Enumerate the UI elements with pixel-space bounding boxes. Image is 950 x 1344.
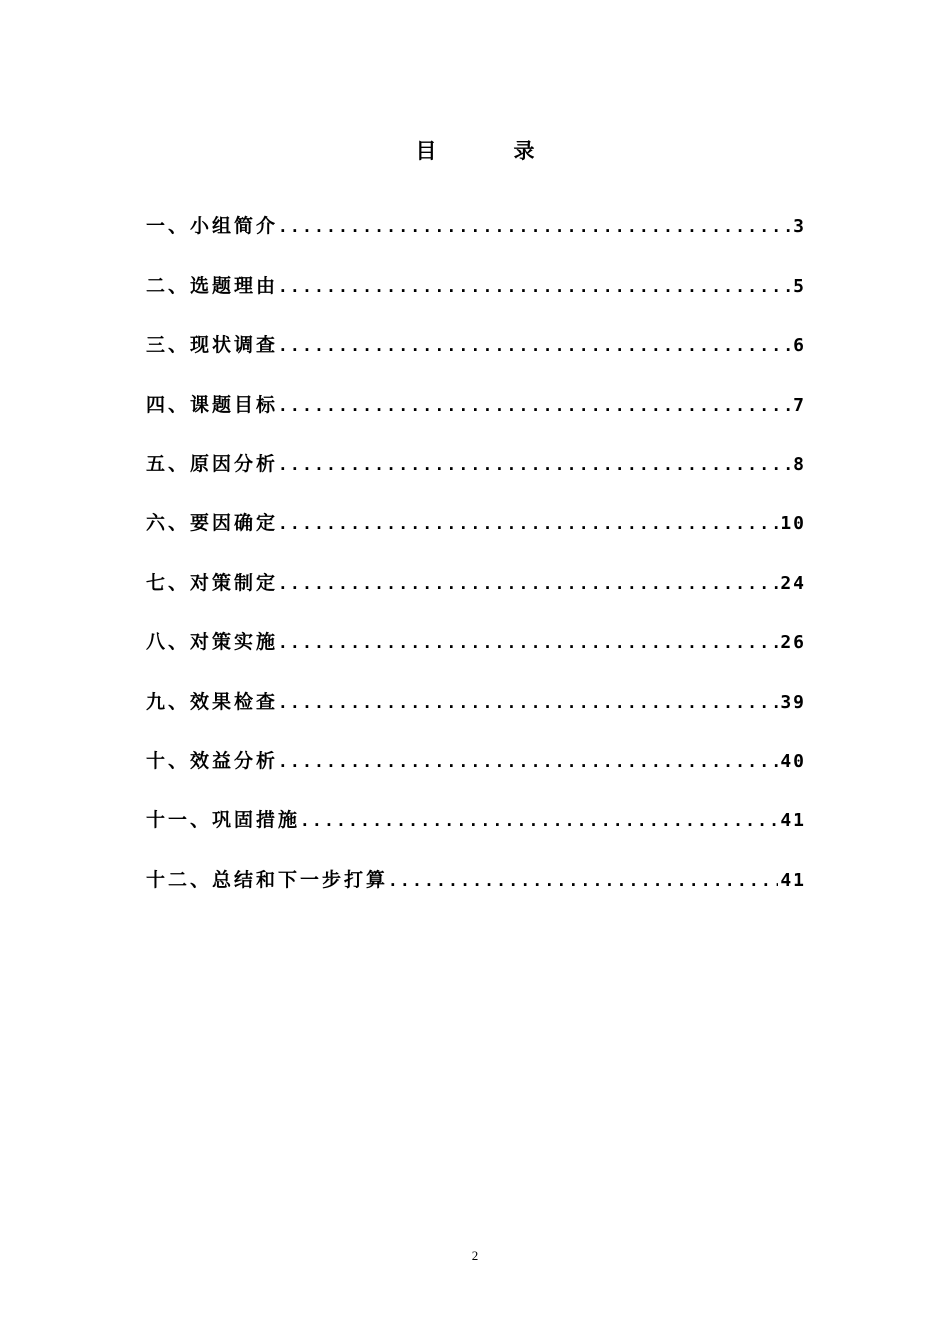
toc-entry-label: 九、效果检查	[146, 690, 279, 713]
toc-entry-page: 7	[793, 394, 806, 416]
toc-entry[interactable]	[146, 375, 806, 434]
toc-dot-leader	[278, 569, 778, 599]
toc-entry[interactable]	[146, 494, 806, 553]
toc-entry-label: 二、选题理由	[146, 274, 279, 297]
toc-entry[interactable]	[146, 850, 806, 909]
toc-entry[interactable]	[146, 256, 806, 315]
toc-dot-leader	[278, 747, 778, 777]
toc-dot-leader	[278, 212, 791, 242]
toc-entry[interactable]	[146, 613, 806, 672]
toc-entry-label: 五、原因分析	[146, 452, 279, 475]
toc-title: 目 录	[415, 139, 563, 163]
toc-entry-label: 六、要因确定	[146, 512, 279, 535]
toc-entry-page: 40	[780, 750, 806, 772]
toc-entry-page: 39	[780, 691, 806, 713]
toc-entry-label: 一、小组简介	[146, 215, 279, 238]
toc-entry-label: 三、现状调查	[146, 334, 279, 357]
toc-entry-page: 26	[780, 632, 806, 654]
toc-entry-label: 七、对策制定	[146, 571, 279, 594]
toc-dot-leader	[278, 450, 791, 480]
toc-entry[interactable]	[146, 316, 806, 375]
toc-entry-page: 24	[780, 572, 806, 594]
toc-entry-label: 十二、总结和下一步打算	[146, 868, 389, 891]
toc-dot-leader	[278, 391, 791, 421]
toc-dot-leader	[278, 628, 778, 658]
toc-entry[interactable]	[146, 791, 806, 850]
toc-entry-label: 十一、巩固措施	[146, 809, 301, 832]
toc-dot-leader	[278, 331, 791, 361]
toc-entry-page: 6	[793, 335, 806, 357]
toc-entry-label: 八、对策实施	[146, 631, 279, 654]
toc-entry-page: 3	[793, 216, 806, 238]
toc-entry-page: 41	[780, 810, 806, 832]
toc-entry-page: 10	[780, 513, 806, 535]
toc-entry-page: 8	[793, 453, 806, 475]
toc-entry[interactable]	[146, 672, 806, 731]
toc-entry-label: 十、效益分析	[146, 749, 279, 772]
toc-entry-page: 41	[780, 869, 806, 891]
toc-entry-label: 四、课题目标	[146, 393, 279, 416]
toc-list	[146, 197, 806, 910]
toc-dot-leader	[278, 509, 778, 539]
toc-entry[interactable]	[146, 197, 806, 256]
page-number: 2	[471, 1248, 479, 1263]
toc-dot-leader	[388, 866, 778, 896]
toc-entry[interactable]	[146, 553, 806, 612]
toc-entry[interactable]	[146, 732, 806, 791]
toc-dot-leader	[278, 272, 791, 302]
toc-entry[interactable]	[146, 435, 806, 494]
toc-entry-page: 5	[793, 275, 806, 297]
toc-dot-leader	[300, 806, 778, 836]
toc-dot-leader	[278, 688, 778, 718]
